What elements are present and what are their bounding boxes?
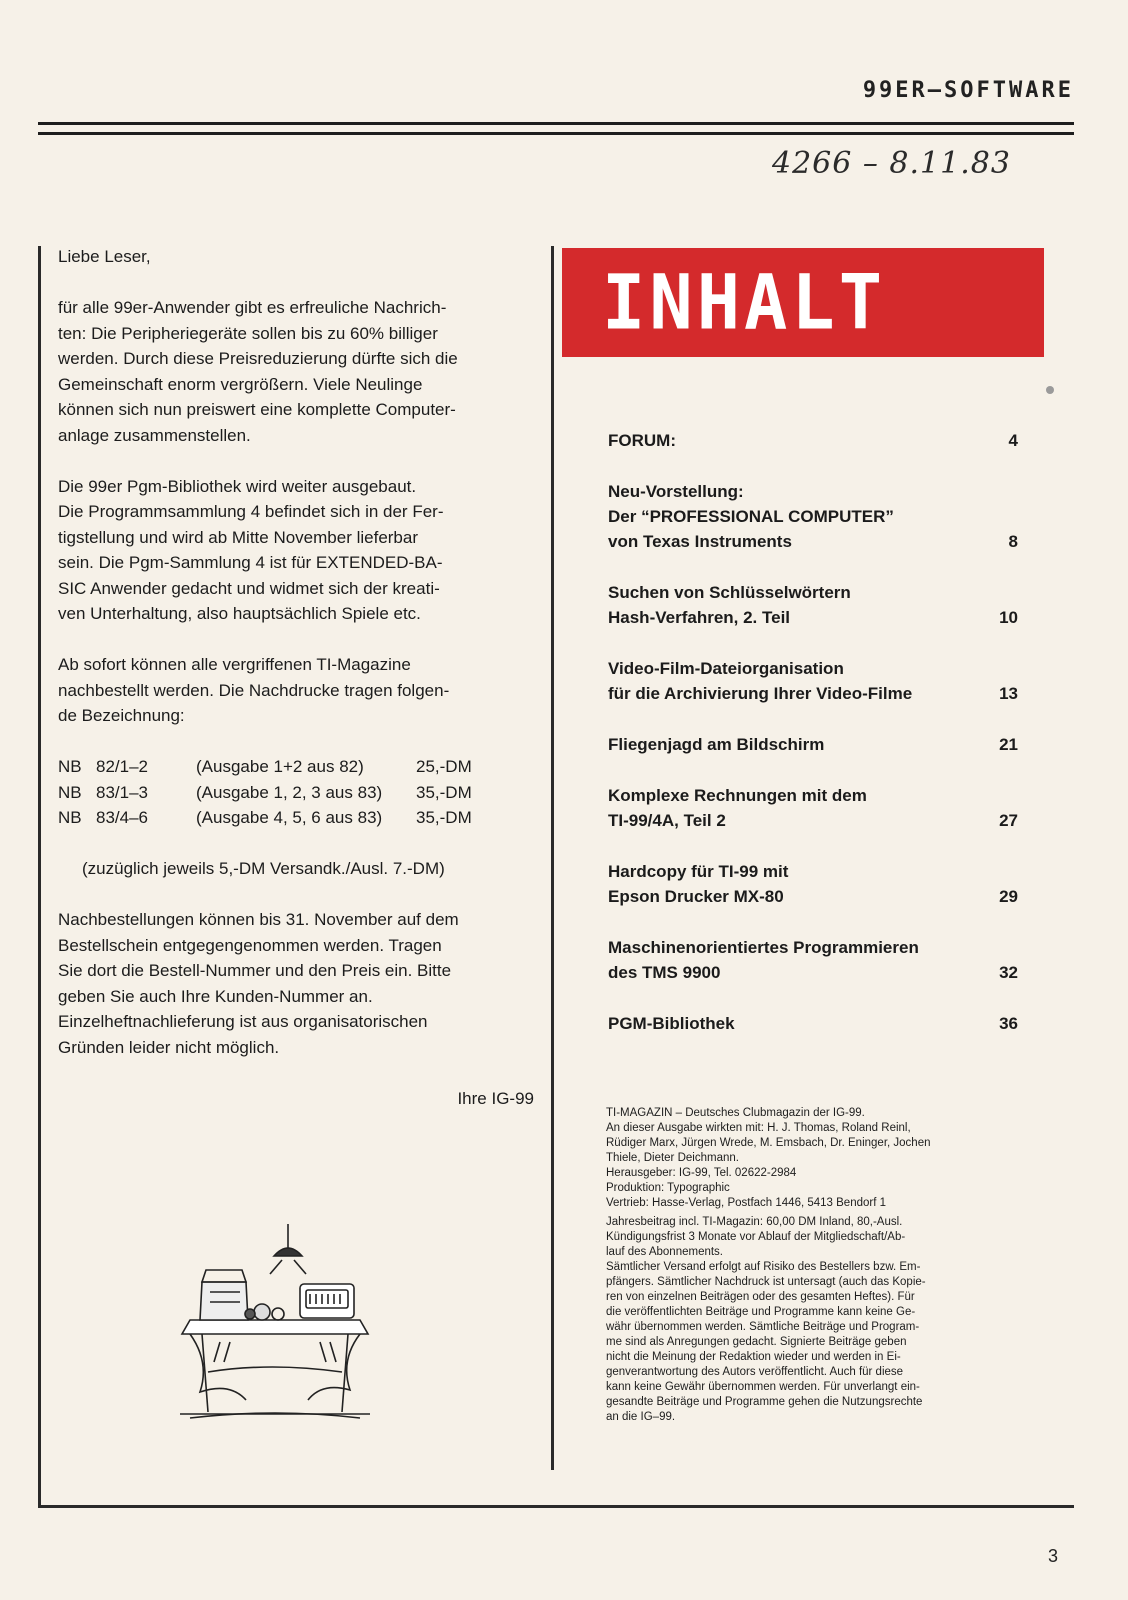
letter-line: Sie dort die Bestell-Nummer und den Preis ein. Bitte (58, 961, 452, 980)
toc-entry-title: von Texas Instruments (608, 532, 792, 551)
table-row (58, 805, 472, 831)
letter-line: sein. Die Pgm-Sammlung 4 ist für EXTENDED-BA- (58, 553, 443, 572)
imprint-line: TI-MAGAZIN – Deutsches Clubmagazin der IG-99. (606, 1107, 865, 1119)
letter-line: Die 99er Pgm-Bibliothek wird weiter ausgebaut. (58, 476, 417, 496)
toc-entry-title: Neu-Vorstellung: (608, 482, 744, 501)
imprint-line: gesandte Beiträge und Programme gehen die Nutzungsrechte (606, 1396, 923, 1408)
toc-entry-title: Suchen von Schlüsselwörtern (608, 583, 851, 602)
desk-illustration (150, 1222, 400, 1422)
toc-entry[interactable] (608, 1011, 1018, 1036)
toc-entry-title: TI-99/4A, Teil 2 (608, 811, 726, 830)
table-row (58, 754, 472, 780)
table-cell: (Ausgabe 4, 5, 6 aus 83) (196, 808, 383, 827)
letter-signoff: Ihre IG-99 (457, 1088, 534, 1108)
letter-line: Bestellschein entgegengenommen werden. Tragen (58, 935, 442, 955)
toc-entry[interactable] (608, 783, 1018, 833)
letter-line: Nachbestellungen können bis 31. November auf dem (58, 910, 459, 929)
imprint-line: lauf des Abonnements. (606, 1246, 723, 1258)
table-row (58, 780, 472, 806)
toc-entry-title: Video-Film-Dateiorganisation (608, 659, 844, 678)
table-cell: 35,-DM (416, 782, 472, 802)
letter-line: ven Unterhaltung, also hauptsächlich Spiele etc. (58, 604, 421, 623)
table-cell: NB (58, 808, 82, 827)
imprint-line: Herausgeber: IG-99, Tel. 02622-2984 (606, 1167, 797, 1179)
toc-page-number: 10 (999, 608, 1018, 627)
contents-title: INHALT (602, 258, 887, 347)
toc-page-number: 21 (999, 735, 1018, 754)
toc-entry-title: Fliegenjagd am Bildschirm (608, 735, 825, 754)
toc-page-number: 8 (1008, 532, 1018, 551)
letter-line: SIC Anwender gedacht und widmet sich der kreati- (58, 578, 440, 598)
toc-entry[interactable] (608, 580, 1018, 630)
table-cell: (Ausgabe 1, 2, 3 aus 83) (196, 782, 383, 802)
toc-page-number: 32 (999, 963, 1018, 982)
header-rule-top (38, 122, 1074, 125)
letter-line: Gründen leider nicht möglich. (58, 1037, 280, 1057)
letter-paragraph-2 (58, 474, 534, 627)
table-cell: 25,-DM (416, 757, 472, 776)
toc-entry-title: Hardcopy für TI-99 mit (608, 862, 789, 881)
toc-entry[interactable] (608, 656, 1018, 706)
reprint-price-table (58, 754, 472, 831)
toc-entry[interactable] (608, 732, 1018, 757)
imprint-line: kann keine Gewähr übernommen werden. Für unverlangt ein- (606, 1381, 920, 1393)
toc-entry[interactable] (608, 935, 1018, 985)
toc-entry-title: Hash-Verfahren, 2. Teil (608, 608, 791, 627)
imprint (606, 1106, 1038, 1425)
editor-letter (58, 244, 534, 1111)
table-cell: 82/1–2 (96, 757, 148, 776)
running-head: 99ER–SOFTWARE (862, 78, 1074, 103)
letter-line: tigstellung und wird ab Mitte November lieferbar (58, 527, 419, 547)
letter-line: nachbestellt werden. Die Nachdrucke tragen folgen- (58, 680, 450, 700)
table-cell: 83/4–6 (96, 808, 148, 827)
toc-page-number: 27 (999, 811, 1018, 830)
toc-page-number: 29 (999, 887, 1018, 906)
toc-entry-title: FORUM: (608, 431, 676, 450)
letter-paragraph-3 (58, 652, 534, 729)
letter-line: Gemeinschaft enorm vergrößern. Viele Neulinge (58, 374, 423, 394)
letter-paragraph-1 (58, 295, 534, 448)
toc-entry-title: PGM-Bibliothek (608, 1014, 735, 1033)
page-number: 3 (1048, 1546, 1059, 1566)
imprint-line: nicht die Meinung der Redaktion wieder und werden in Ei- (606, 1351, 901, 1363)
table-cell: 83/1–3 (96, 782, 148, 802)
imprint-line: Sämtlicher Versand erfolgt auf Risiko des Bestellers bzw. Em- (606, 1261, 921, 1273)
toc-entry-title: des TMS 9900 (608, 963, 721, 982)
handwritten-note: 4266 – 8.11.83 (772, 146, 1011, 181)
table-cell: NB (58, 782, 82, 802)
imprint-line: ren von einzelnen Beiträgen oder des gesamten Heftes). Für (606, 1291, 915, 1303)
imprint-line: an die IG–99. (606, 1411, 676, 1423)
letter-line: ten: Die Peripheriegeräte sollen bis zu 60% billiger (58, 323, 438, 343)
table-of-contents (608, 428, 1018, 1062)
imprint-line: währ übernommen werden. Sämtliche Beiträge und Program- (606, 1321, 920, 1333)
toc-entry-title: Maschinenorientiertes Programmieren (608, 938, 919, 957)
letter-line: anlage zusammenstellen. (58, 425, 251, 445)
letter-paragraph-4 (58, 907, 534, 1060)
toc-entry-title: für die Archivierung Ihrer Video-Filme (608, 684, 913, 703)
letter-line: können sich nun preiswert eine komplette Computer- (58, 400, 456, 419)
imprint-line: Produktion: Typographic (606, 1182, 730, 1194)
punch-hole-dot (1046, 386, 1054, 394)
table-cell: NB (58, 757, 82, 776)
table-cell: (Ausgabe 1+2 aus 82) (196, 757, 364, 776)
imprint-line: Thiele, Dieter Deichmann. (606, 1152, 739, 1164)
letter-line: Ab sofort können alle vergriffenen TI-Magazine (58, 655, 411, 674)
column-divider (551, 246, 554, 1470)
letter-line: werden. Durch diese Preisreduzierung dürfte sich die (58, 349, 458, 368)
toc-page-number: 36 (999, 1014, 1018, 1033)
frame-bottom-rule (38, 1505, 1074, 1508)
imprint-line: Vertrieb: Hasse-Verlag, Postfach 1446, 5413 Bendorf 1 (606, 1197, 887, 1209)
letter-line: de Bezeichnung: (58, 706, 185, 725)
imprint-line: pfängers. Sämtlicher Nachdruck ist untersagt (auch das Kopie- (606, 1276, 926, 1288)
frame-left-rule (38, 246, 41, 1508)
toc-entry-title: Komplexe Rechnungen mit dem (608, 786, 867, 805)
imprint-line: An dieser Ausgabe wirkten mit: H. J. Thomas, Roland Reinl, (606, 1122, 911, 1134)
toc-entry[interactable] (608, 428, 1018, 453)
shipping-note: (zuzüglich jeweils 5,-DM Versandk./Ausl. 7.-DM) (82, 859, 445, 878)
toc-entry[interactable] (608, 479, 1018, 554)
imprint-line: me sind als Anregungen gedacht. Signierte Beiträge geben (606, 1336, 907, 1348)
toc-entry-title: Epson Drucker MX-80 (608, 887, 784, 906)
table-cell: 35,-DM (416, 808, 472, 827)
toc-page-number: 4 (1008, 431, 1018, 450)
header-rule-bottom (38, 132, 1074, 135)
imprint-line: Kündigungsfrist 3 Monate vor Ablauf der Mitgliedschaft/Ab- (606, 1231, 906, 1243)
toc-entry[interactable] (608, 859, 1018, 909)
toc-entry-title: Der “PROFESSIONAL COMPUTER” (608, 507, 894, 526)
toc-page-number: 13 (999, 684, 1018, 703)
imprint-line: Rüdiger Marx, Jürgen Wrede, M. Emsbach, Dr. Eninger, Jochen (606, 1137, 931, 1149)
letter-line: Die Programmsammlung 4 befindet sich in der Fer- (58, 502, 444, 521)
letter-line: geben Sie auch Ihre Kunden-Nummer an. (58, 986, 373, 1006)
imprint-line: genverantwortung des Autors veröffentlicht. Auch für diese (606, 1366, 904, 1378)
letter-line: für alle 99er-Anwender gibt es erfreuliche Nachrich- (58, 298, 447, 317)
letter-line: Einzelheftnachlieferung ist aus organisatorischen (58, 1012, 428, 1031)
letter-salutation: Liebe Leser, (58, 247, 151, 266)
imprint-line: Jahresbeitrag incl. TI-Magazin: 60,00 DM Inland, 80,-Ausl. (606, 1216, 903, 1228)
imprint-line: die veröffentlichten Beiträge und Programme kann keine Ge- (606, 1306, 916, 1318)
